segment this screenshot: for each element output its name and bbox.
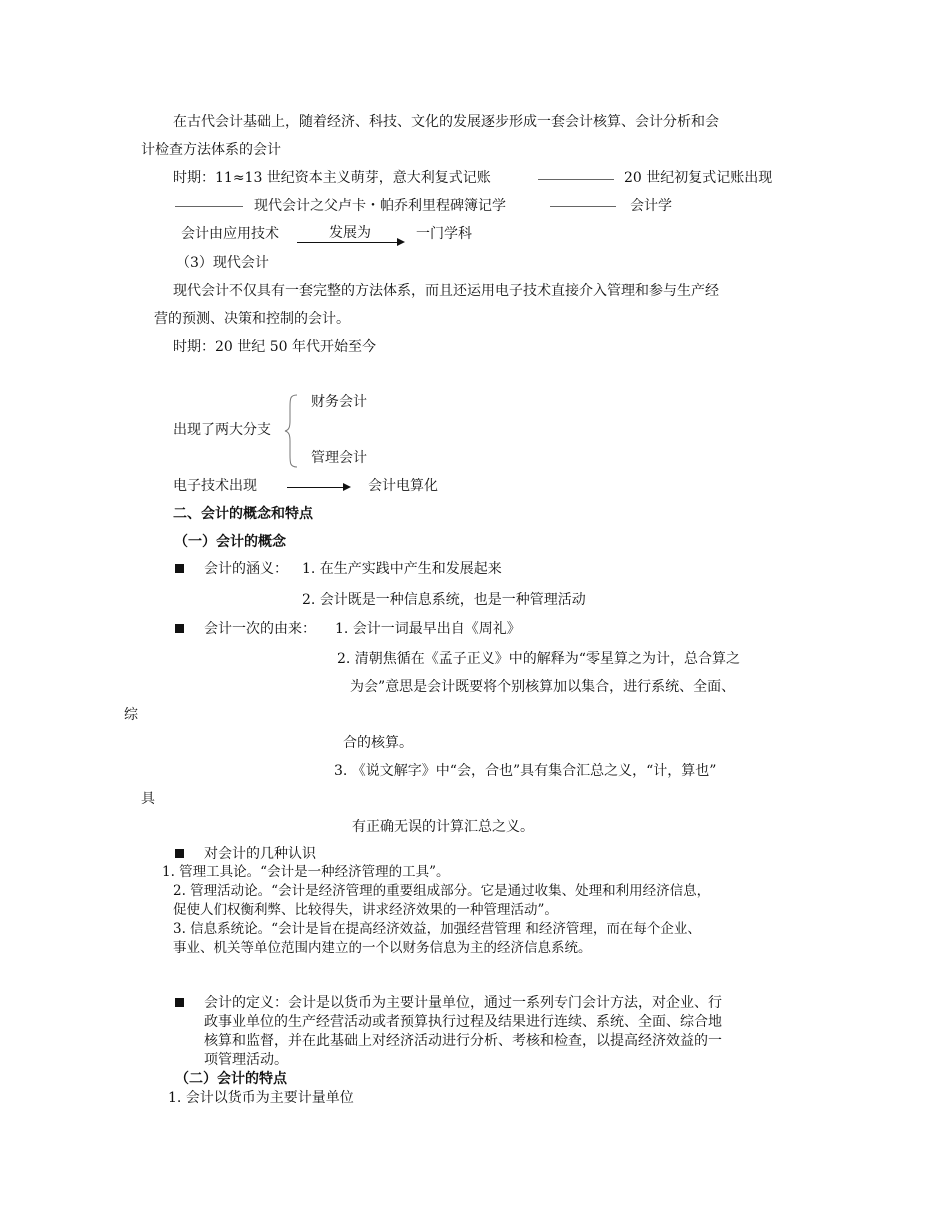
origin-1: 1. 会计一词最早出自《周礼》 [335,621,521,637]
origin-2b: 为会”意思是会计既要将个别核算加以集合，进行系统、全面、 [350,679,736,695]
computerized-label: 会计电算化 [368,478,438,494]
brace-icon [284,393,300,469]
origin-3a: 3. 《说文解字》中“会，合也”具有集合汇总之义，“计，算也” [334,763,717,779]
origin-2a: 2. 清朝焦循在《孟子正义》中的解释为“零星算之为计，总合算之 [337,651,740,667]
meaning-1: 1. 在生产实践中产生和发展起来 [302,561,502,577]
electronic-arrow-line [287,487,344,488]
modern-line1: 现代会计不仅具有一套完整的方法体系，而且还运用电子技术直接介入管理和参与生产经 [173,283,719,299]
modern-line2: 营的预测、决策和控制的会计。 [154,311,350,327]
view-3a: 3. 信息系统论。“会计是旨在提高经济效益，加强经营管理 和经济管理，而在每个企业、 [173,921,701,937]
modern-heading: （3）现代会计 [176,255,269,271]
ancient-discipline: 会计学 [630,198,672,214]
branches-label: 出现了两大分支 [173,422,271,438]
sub-title: （一）会计的概念 [174,534,286,550]
electronic-label: 电子技术出现 [173,478,257,494]
origin-2c: 综 [124,707,138,723]
develop-arrow-line [297,242,398,243]
bullet-square-icon [175,998,184,1007]
connector-line [538,179,614,180]
develop-to: 一门学科 [416,226,472,242]
definition-line1: 会计的定义：会计是以货币为主要计量单位，通过一系列专门会计方法，对企业、行 [204,995,722,1011]
connector-line [175,206,243,207]
views-title: 对会计的几种认识 [204,846,316,862]
origin-label: 会计一次的由来： [204,621,316,637]
ancient-period-a: 时期：11≈13 世纪资本主义萌芽，意大利复式记账 [173,170,491,186]
branch-management: 管理会计 [311,450,367,466]
definition-line2: 政事业单位的生产经营活动或者预算执行过程及结果进行连续、系统、全面、综合地 [204,1014,722,1030]
feature-1: 1. 会计以货币为主要计量单位 [168,1090,354,1106]
modern-period: 时期：20 世纪 50 年代开始至今 [173,339,376,355]
branch-financial: 财务会计 [311,394,367,410]
ancient-father: 现代会计之父卢卡・帕乔利里程碑簿记学 [254,198,506,214]
view-3b: 事业、机关等单位范围内建立的一个以财务信息为主的经济信息系统。 [173,940,592,956]
view-2b: 促使人们权衡利弊、比较得失，讲求经济效果的一种管理活动”。 [173,902,558,918]
definition-line3: 核算和监督，并在此基础上对经济活动进行分析、考核和检查，以提高经济效益的一 [204,1033,722,1049]
origin-3b: 具 [141,791,155,807]
meaning-2: 2. 会计既是一种信息系统，也是一种管理活动 [302,592,586,608]
bullet-square-icon [175,849,184,858]
develop-label: 发展为 [329,225,371,241]
origin-2d: 合的核算。 [343,735,413,751]
ancient-line2: 计检查方法体系的会计 [141,142,281,158]
bullet-square-icon [175,624,184,633]
arrow-head-icon [397,238,405,246]
features-title: （二）会计的特点 [175,1071,287,1087]
develop-from: 会计由应用技术 [181,226,279,242]
bullet-square-icon [175,564,184,573]
arrow-head-icon [343,483,351,491]
connector-line [550,206,616,207]
view-1: 1. 管理工具论。“会计是一种经济管理的工具”。 [162,864,450,880]
view-2a: 2. 管理活动论。“会计是经济管理的重要组成部分。它是通过收集、处理和利用经济信息， [173,883,711,899]
definition-line4: 项管理活动。 [204,1052,288,1068]
meaning-label: 会计的涵义： [204,561,288,577]
ancient-period-b: 20 世纪初复式记账出现 [624,170,773,186]
origin-3c: 有正确无误的计算汇总之义。 [352,819,534,835]
ancient-line1: 在古代会计基础上，随着经济、科技、文化的发展逐步形成一套会计核算、会计分析和会 [173,114,719,130]
section-title: 二、会计的概念和特点 [173,506,313,522]
